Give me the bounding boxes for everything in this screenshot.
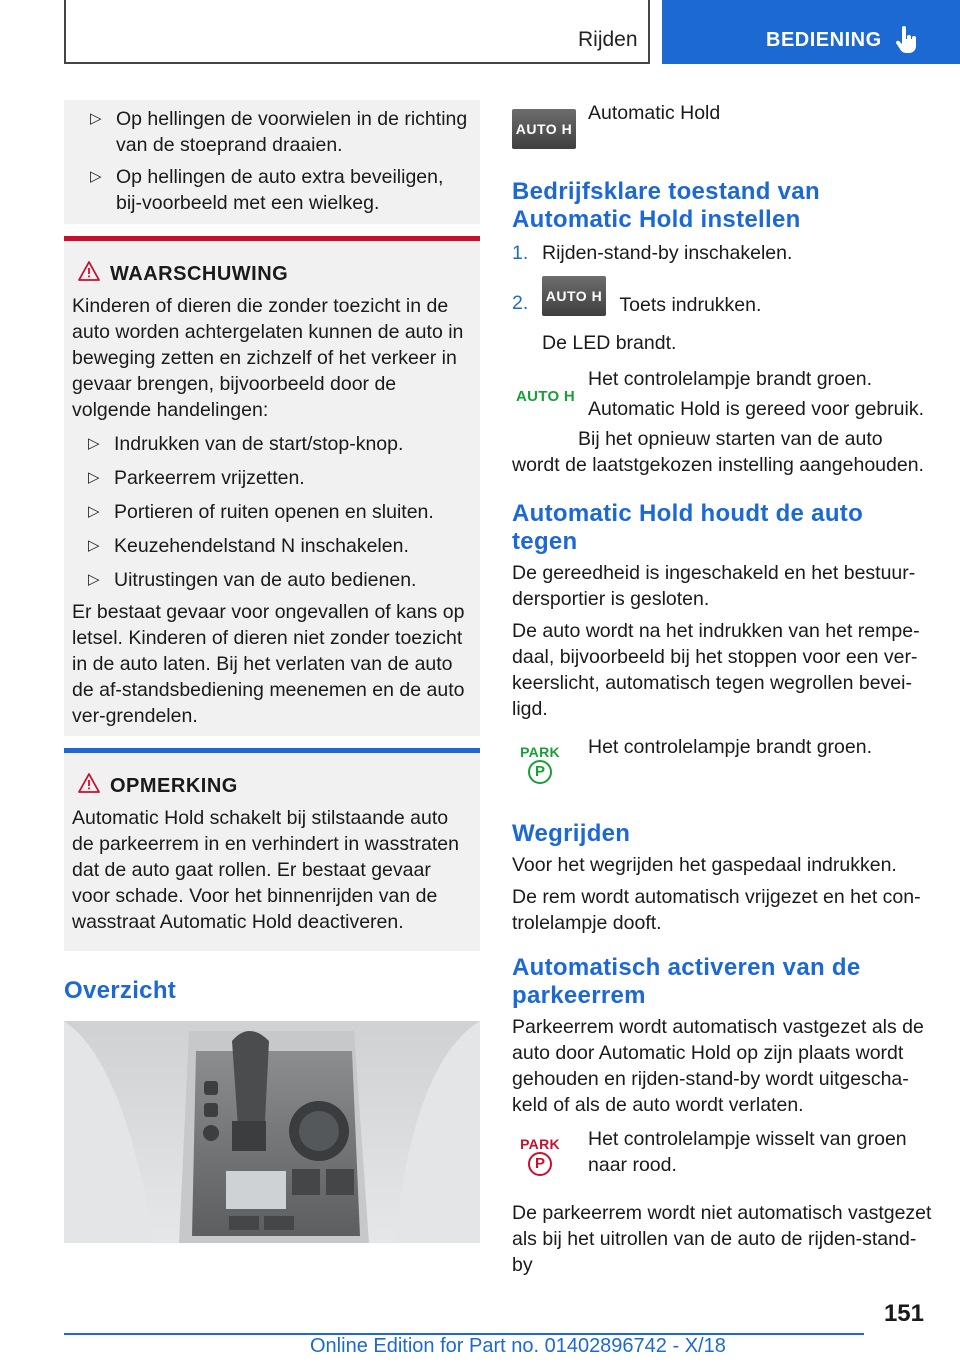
- triangle-bullet-icon: ▷: [88, 537, 100, 554]
- bullet-text: Op hellingen de auto extra beveiligen, bij-voorbeeld met een wielkeg.: [116, 166, 444, 214]
- section-title: Rijden: [578, 28, 638, 51]
- list-item: [74, 164, 470, 216]
- right-column: [512, 100, 932, 1278]
- console-illustration: [64, 1021, 480, 1243]
- footer-edition: Online Edition for Part no. 01402896742 - X/18: [310, 1335, 726, 1357]
- autoh-indicator-row: [512, 366, 932, 422]
- list-item: [72, 567, 472, 593]
- chapter-tab: [662, 0, 960, 64]
- list-item: [72, 465, 472, 491]
- overview-heading: Overzicht: [64, 977, 177, 1004]
- lamp-green-text: Het controlelampje brandt groen.: [588, 368, 872, 390]
- list-item: [74, 106, 470, 158]
- steps-list: [512, 240, 932, 320]
- drive-paragraph-1: Voor het wegrijden het gaspedaal indrukken.: [512, 854, 897, 876]
- restart-text: Bij het opnieuw starten van de auto wordt de laatstgekozen instelling aangehouden.: [512, 428, 924, 476]
- list-item: [72, 431, 472, 457]
- bullet-text: Uitrustingen van de auto bedienen.: [114, 569, 417, 591]
- step-item: [512, 240, 932, 266]
- left-column: [64, 100, 480, 1243]
- bullet-text: Keuzehendelstand N inschakelen.: [114, 535, 409, 557]
- warning-label: WAARSCHUWING: [110, 263, 289, 285]
- park-indicator-row-red: [512, 1126, 932, 1186]
- warning-triangle-icon: [78, 773, 100, 793]
- park-indicator-row: [512, 734, 932, 800]
- ready-text: Automatic Hold is gereed voor gebruik.: [588, 398, 925, 420]
- hold-paragraph-1: De gereedheid is ingeschakeld en het bestuur-dersportier is gesloten.: [512, 562, 916, 610]
- drive-paragraph-2: De rem wordt automatisch vrijgezet en het con-trolelampje dooft.: [512, 886, 921, 934]
- triangle-bullet-icon: ▷: [88, 571, 100, 588]
- park-indicator-red-icon: [518, 1136, 562, 1176]
- warning-triangle-icon: [78, 261, 100, 281]
- step-item: [512, 276, 932, 320]
- heading-hold: Automatic Hold houdt de auto tegen: [512, 500, 864, 555]
- lamp-green-text-2: Het controlelampje brandt groen.: [588, 736, 872, 758]
- park-label: PARK: [520, 744, 560, 760]
- park-label: PARK: [520, 1136, 560, 1152]
- auto-paragraph-2: De parkeerrem wordt niet automatisch vastgezet als bij het uitrollen van de auto de rijden-stand-by: [512, 1202, 932, 1276]
- bullet-text: Portieren of ruiten openen en sluiten.: [114, 501, 434, 523]
- step-number: 1.: [512, 242, 529, 264]
- lamp-switch-text: Het controlelampje wisselt van groen naar rood.: [588, 1128, 907, 1176]
- autoh-button-row: [512, 100, 932, 148]
- note-text: Automatic Hold schakelt bij stilstaande auto de parkeerrem in en verhindert in wasstraten dat de auto gaat rollen. Er bestaat gevaar voor schade. Voor het binnenrijden van de wasstraat Automatic Hold deactiveren.: [72, 807, 459, 933]
- hold-paragraph-2: De auto wordt na het indrukken van het rempe-daal, bijvoorbeeld bij het stoppen voor een ver-keerslicht, automatisch tegen wegrollen bevei-ligd.: [512, 620, 920, 720]
- warning-outro: Er bestaat gevaar voor ongevallen of kans op letsel. Kinderen of dieren niet zonder toezicht in de auto laten. Bij het verlaten van de auto de af-standsbediening meenemen en de auto ver-grendelen.: [72, 601, 465, 727]
- chapter-title: BEDIENING: [766, 29, 882, 51]
- park-p-symbol: P: [528, 1152, 552, 1176]
- step-number: 2.: [512, 292, 529, 314]
- note-box: [64, 748, 480, 951]
- triangle-bullet-icon: ▷: [88, 435, 100, 452]
- triangle-bullet-icon: ▷: [90, 168, 102, 185]
- pointing-hand-icon: [894, 26, 918, 54]
- warning-intro: Kinderen of dieren die zonder toezicht in de auto worden achtergelaten kunnen de auto in beweging zetten en zichzelf of het verkeer in gevaar brengen, bijvoorbeeld door de volgende handelingen:: [72, 295, 464, 421]
- triangle-bullet-icon: ▷: [88, 503, 100, 520]
- header-frame: [64, 0, 650, 64]
- autoh-button-image: AUTO H: [542, 276, 606, 316]
- heading-auto-park: Automatisch activeren van de parkeerrem: [512, 954, 861, 1009]
- list-item: [72, 499, 472, 525]
- step-text: Rijden-stand-by inschakelen.: [542, 242, 793, 264]
- list-item: [72, 533, 472, 559]
- bullet-text: Indrukken van de start/stop-knop.: [114, 433, 404, 455]
- warning-title: [72, 263, 472, 293]
- page-number: 151: [883, 1300, 924, 1327]
- triangle-bullet-icon: ▷: [90, 110, 102, 127]
- step-text: Toets indrukken.: [619, 294, 762, 316]
- precaution-box: [64, 100, 480, 224]
- heading-set-autoh: Bedrijfsklare toestand van Automatic Hold instellen: [512, 178, 820, 233]
- note-label: OPMERKING: [110, 775, 238, 797]
- park-p-symbol: P: [528, 760, 552, 784]
- note-title: [72, 775, 472, 805]
- led-text: De LED brandt.: [542, 332, 677, 354]
- center-console-image: [64, 1021, 480, 1243]
- triangle-bullet-icon: ▷: [88, 469, 100, 486]
- warning-box: [64, 236, 480, 736]
- heading-drive: Wegrijden: [512, 820, 631, 847]
- bullet-text: Parkeerrem vrijzetten.: [114, 467, 305, 489]
- bullet-text: Op hellingen de voorwielen in de richting van de stoeprand draaien.: [116, 108, 468, 156]
- auto-paragraph-1: Parkeerrem wordt automatisch vastgezet als de auto door Automatic Hold op zijn plaats wordt gehouden en rijden-stand-by wordt uitgescha-keld of als de auto wordt verlaten.: [512, 1016, 924, 1116]
- autoh-caption: Automatic Hold: [588, 102, 721, 124]
- autoh-button-image: AUTO H: [512, 109, 576, 149]
- park-indicator-green-icon: [518, 744, 562, 784]
- autoh-indicator-icon: AUTO H: [516, 388, 576, 405]
